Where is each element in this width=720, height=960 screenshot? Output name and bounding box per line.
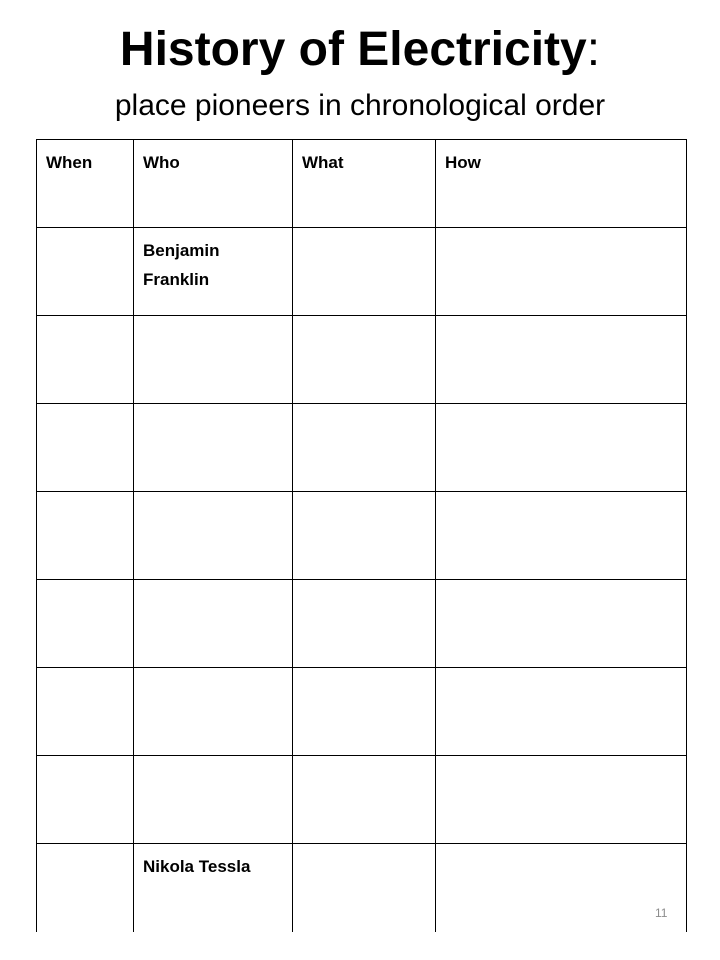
cell-how[interactable] [436,668,687,756]
table-row [37,844,687,932]
page-title [0,18,720,82]
cell-when[interactable] [37,580,134,668]
cell-who[interactable] [134,580,293,668]
cell-how[interactable] [436,404,687,492]
table-row [37,228,687,316]
table-row [37,580,687,668]
header-who: Who [134,140,293,228]
cell-how[interactable] [436,580,687,668]
cell-when[interactable] [37,756,134,844]
cell-when[interactable] [37,668,134,756]
cell-who[interactable]: Benjamin Franklin [134,228,293,316]
cell-when[interactable] [37,844,134,932]
cell-who[interactable] [134,756,293,844]
cell-who[interactable] [134,316,293,404]
header-when: When [37,140,134,228]
page-subtitle: place pioneers in chronological order [114,89,606,122]
cell-how[interactable] [436,492,687,580]
cell-how[interactable] [436,756,687,844]
cell-who[interactable] [134,492,293,580]
table-row [37,668,687,756]
table-row [37,316,687,404]
cell-when[interactable] [37,404,134,492]
header-how: How [436,140,687,228]
cell-how[interactable] [436,316,687,404]
cell-what[interactable] [293,580,436,668]
cell-when[interactable] [37,492,134,580]
header-row [37,140,687,228]
cell-what[interactable] [293,228,436,316]
cell-how[interactable] [436,228,687,316]
header-what: What [293,140,436,228]
cell-when[interactable] [37,228,134,316]
title-colon: : [586,23,601,76]
cell-what[interactable] [293,492,436,580]
cell-what[interactable] [293,316,436,404]
cell-who[interactable] [134,668,293,756]
cell-who[interactable] [134,404,293,492]
table-row [37,492,687,580]
cell-how[interactable] [436,844,687,932]
cell-when[interactable] [37,316,134,404]
page-number: 11 [655,906,668,920]
cell-what[interactable] [293,756,436,844]
title-block [0,0,720,140]
cell-what[interactable] [293,404,436,492]
cell-what[interactable] [293,668,436,756]
table-row [37,756,687,844]
title-main-text: History of Electricity [119,23,587,76]
table-row [37,404,687,492]
pioneers-table [36,139,687,932]
cell-what[interactable] [293,844,436,932]
cell-who[interactable]: Nikola Tessla [134,844,293,932]
